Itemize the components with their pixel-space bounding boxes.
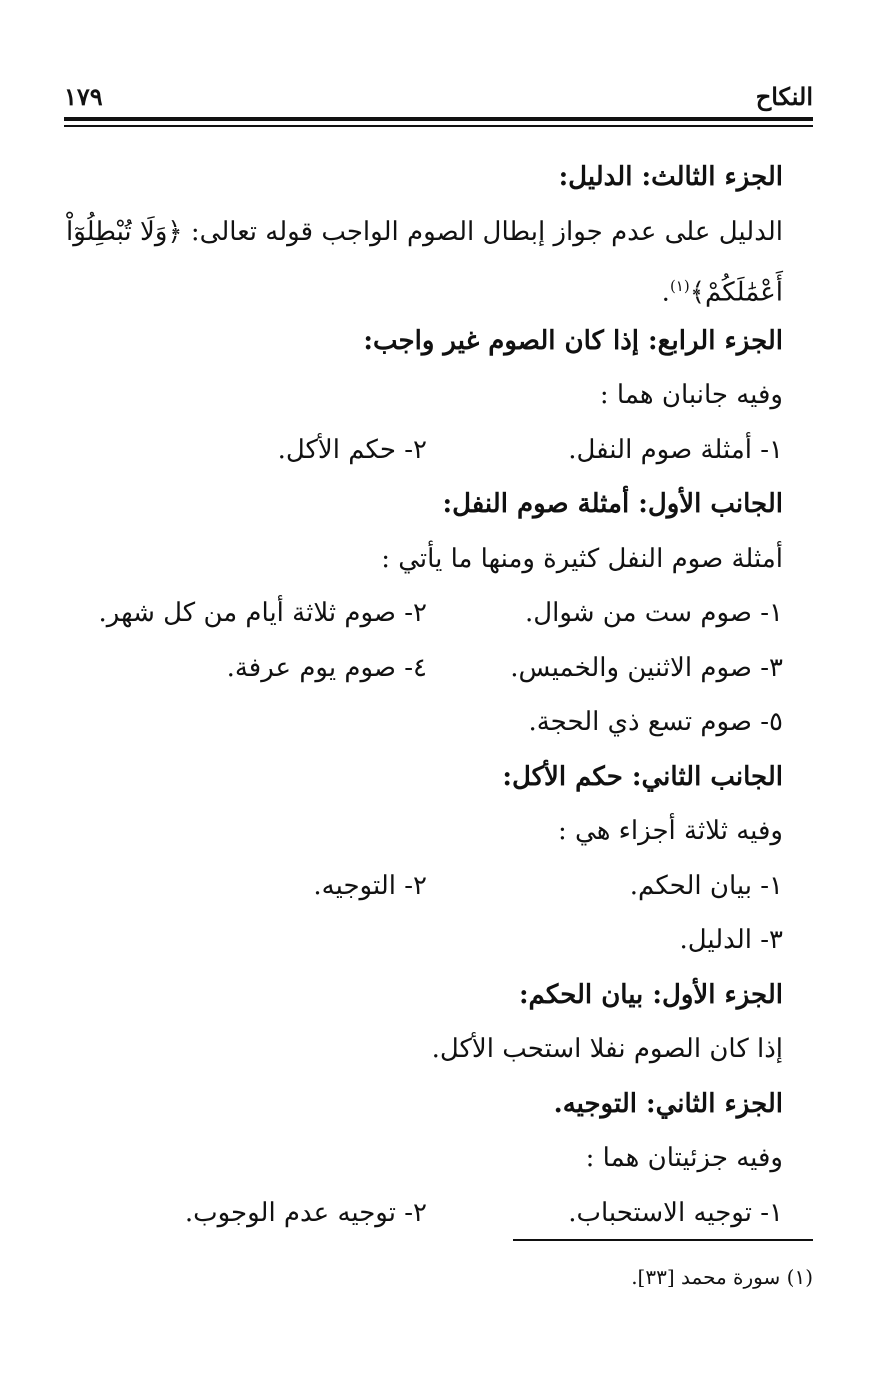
header-rule-thin [64,125,813,127]
part-item-3: ٣- الدليل. [679,925,783,955]
evidence-period: . [661,277,670,308]
example-item-4: ٤- صوم يوم عرفة. [226,652,427,683]
evidence-verse-end: أَعْمَٰلَكُمْ﴾ [689,277,783,308]
heading-part4: الجزء الرابع: إذا كان الصوم غير واجب: [363,325,783,356]
sub-intro: وفيه جزئيتان هما : [585,1143,783,1173]
heading-first-part: الجزء الأول: بيان الحكم: [518,979,783,1010]
part-item-1: ١- بيان الحكم. [629,870,783,901]
side-item-1: ١- أمثلة صوم النفل. [568,434,783,465]
part-item-2: ٢- التوجيه. [313,870,427,901]
side-item-2: ٢- حكم الأكل. [277,434,427,465]
heading-second-part: الجزء الثاني: التوجيه. [553,1088,783,1119]
ruling-text: إذا كان الصوم نفلا استحب الأكل. [431,1034,783,1064]
sub-item-1: ١- توجيه الاستحباب. [568,1197,783,1228]
footnote-separator [513,1239,813,1241]
footnote: (١) سورة محمد [٣٣]. [631,1265,813,1289]
sub-row [66,1186,783,1241]
example-item-3: ٣- صوم الاثنين والخميس. [510,652,783,683]
sides-list-row [66,423,783,478]
heading-side1: الجانب الأول: أمثلة صوم النفل: [442,489,783,519]
footnote-reference: (١) [669,277,690,295]
examples-row-1 [66,586,783,641]
evidence-line-2 [66,259,783,314]
parts-intro: وفيه ثلاثة أجزاء هي : [558,816,783,846]
examples-row-2 [66,641,783,696]
page-body [66,150,783,1240]
page-header [64,82,813,116]
heading-side2: الجانب الثاني: حكم الأكل: [502,761,783,792]
page-number: ١٧٩ [64,82,103,111]
evidence-line-1: الدليل على عدم جواز إبطال الصوم الواجب قوله تعالى: ﴿وَلَا تُبْطِلُوٓاْ [66,216,783,247]
example-item-2: ٢- صوم ثلاثة أيام من كل شهر. [98,598,427,628]
sub-item-2: ٢- توجيه عدم الوجوب. [184,1197,427,1228]
header-rule-thick [64,117,813,121]
example-item-1: ١- صوم ست من شوال. [524,598,783,628]
parts-row-1 [66,859,783,914]
heading-part3: الجزء الثالث: الدليل: [558,162,783,192]
running-title: النكاح [755,82,813,111]
sides-intro: وفيه جانبان هما : [599,380,783,410]
examples-intro: أمثلة صوم النفل كثيرة ومنها ما يأتي : [381,543,783,574]
example-item-5: ٥- صوم تسع ذي الحجة. [528,707,783,737]
